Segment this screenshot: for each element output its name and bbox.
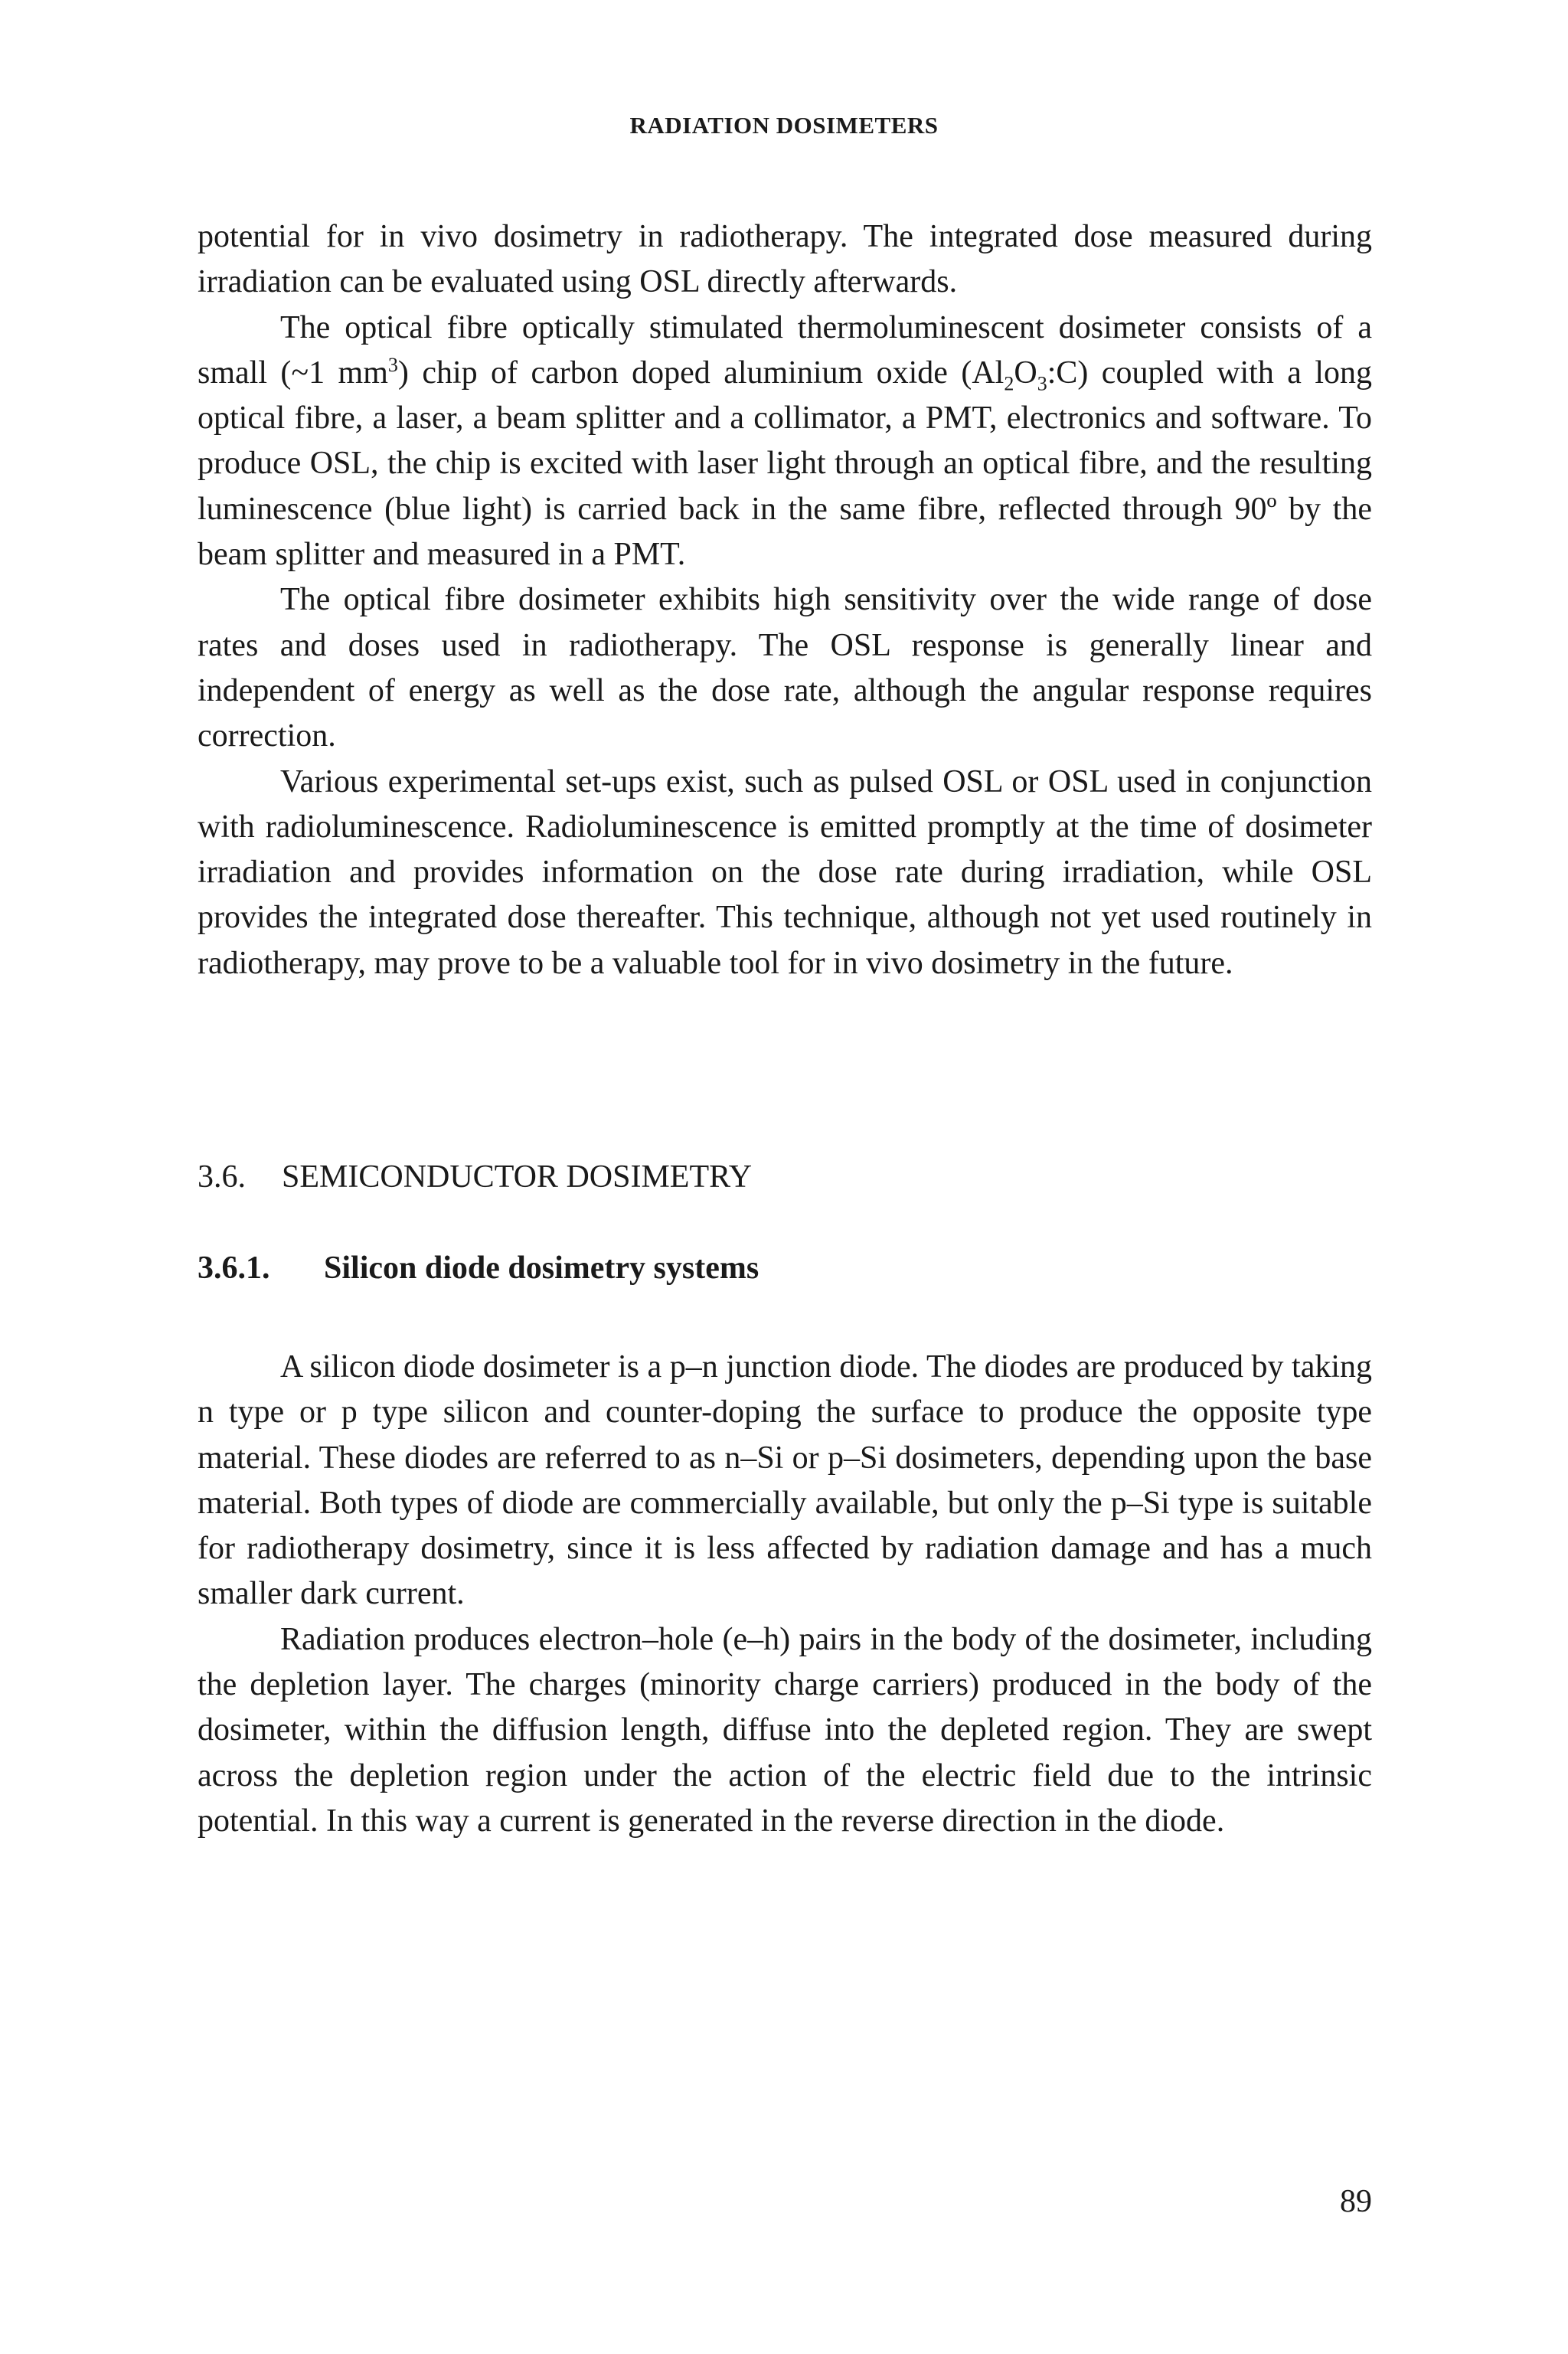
- paragraph-silicon-diode: A silicon diode dosimeter is a p–n junction diode. The diodes are produced by taking n type or p type silicon and counter-doping the surface to produce the opposite type material. These diodes are referred to as n–Si or p–Si dosimeters, depending upon the base material. Both types of diode are commercially available, but only the p–Si type is suitable for radiotherapy dosimetry, since it is less affected by radiation damage and has a much smaller dark current.: [198, 1349, 1372, 1612]
- subscript: 2: [1004, 372, 1014, 395]
- text-block-silicon-diode: [198, 1345, 1372, 1844]
- section-heading: [198, 1155, 752, 1200]
- paragraph-sensitivity: The optical fibre dosimeter exhibits high sensitivity over the wide range of dose rates and doses used in radiotherapy. The OSL response is generally linear and independent of energy as well as the dose rate, although the angular response requires correction.: [198, 582, 1372, 754]
- subsection-number: 3.6.1.: [198, 1251, 270, 1286]
- text-run: :C) coupled with a long optical fibre, a laser, a beam splitter and a collimator, a PMT, electronics and software. To produce OSL, the chip is excited with laser light through an optical fibre, and the resulting luminescence (blue light) is carried back in the same fibre, reflected through 90º by the beam splitter and measured in a PMT.: [198, 355, 1373, 573]
- text-run: O: [1014, 355, 1037, 391]
- section-number: 3.6.: [198, 1159, 246, 1195]
- section-title: SEMICONDUCTOR DOSIMETRY: [282, 1159, 753, 1195]
- text-run: ) chip of carbon doped aluminium oxide (Al: [397, 355, 1004, 391]
- page-number: 89: [1340, 2184, 1372, 2219]
- running-head: RADIATION DOSIMETERS: [629, 112, 939, 139]
- subsection-heading: [198, 1246, 759, 1291]
- paragraph-experimental-setups: Various experimental set-ups exist, such as pulsed OSL or OSL used in conjunction with radioluminescence. Radioluminescence is emitted promptly at the time of dosimeter irradiation and provides information on the dose rate during irradiation, while OSL provides the integrated dose thereafter. This technique, although not yet used routinely in radiotherapy, may prove to be a valuable tool for in vivo dosimetry in the future.: [198, 763, 1372, 981]
- paragraph-radiation-pairs: Radiation produces electron–hole (e–h) pairs in the body of the dosimeter, including the depletion layer. The charges (minority charge carriers) produced in the body of the dosimeter, within the diffusion length, diffuse into the depleted region. They are swept across the depletion region under the action of the electric field due to the intrinsic potential. In this way a current is generated in the reverse direction in the diode.: [198, 1621, 1372, 1839]
- paragraph-optical-fibre: [198, 306, 1372, 578]
- text-block-osl: [198, 214, 1372, 986]
- subscript: 3: [1037, 372, 1047, 395]
- superscript: 3: [387, 353, 398, 376]
- paragraph-continuation: potential for in vivo dosimetry in radiotherapy. The integrated dose measured during irradiation can be evaluated using OSL directly afterwards.: [198, 219, 1372, 300]
- text-run: The optical fibre optically stimulated thermoluminescent dosimeter consists of a small (~1 mm: [198, 309, 1372, 391]
- subsection-title: Silicon diode dosimetry systems: [324, 1251, 760, 1286]
